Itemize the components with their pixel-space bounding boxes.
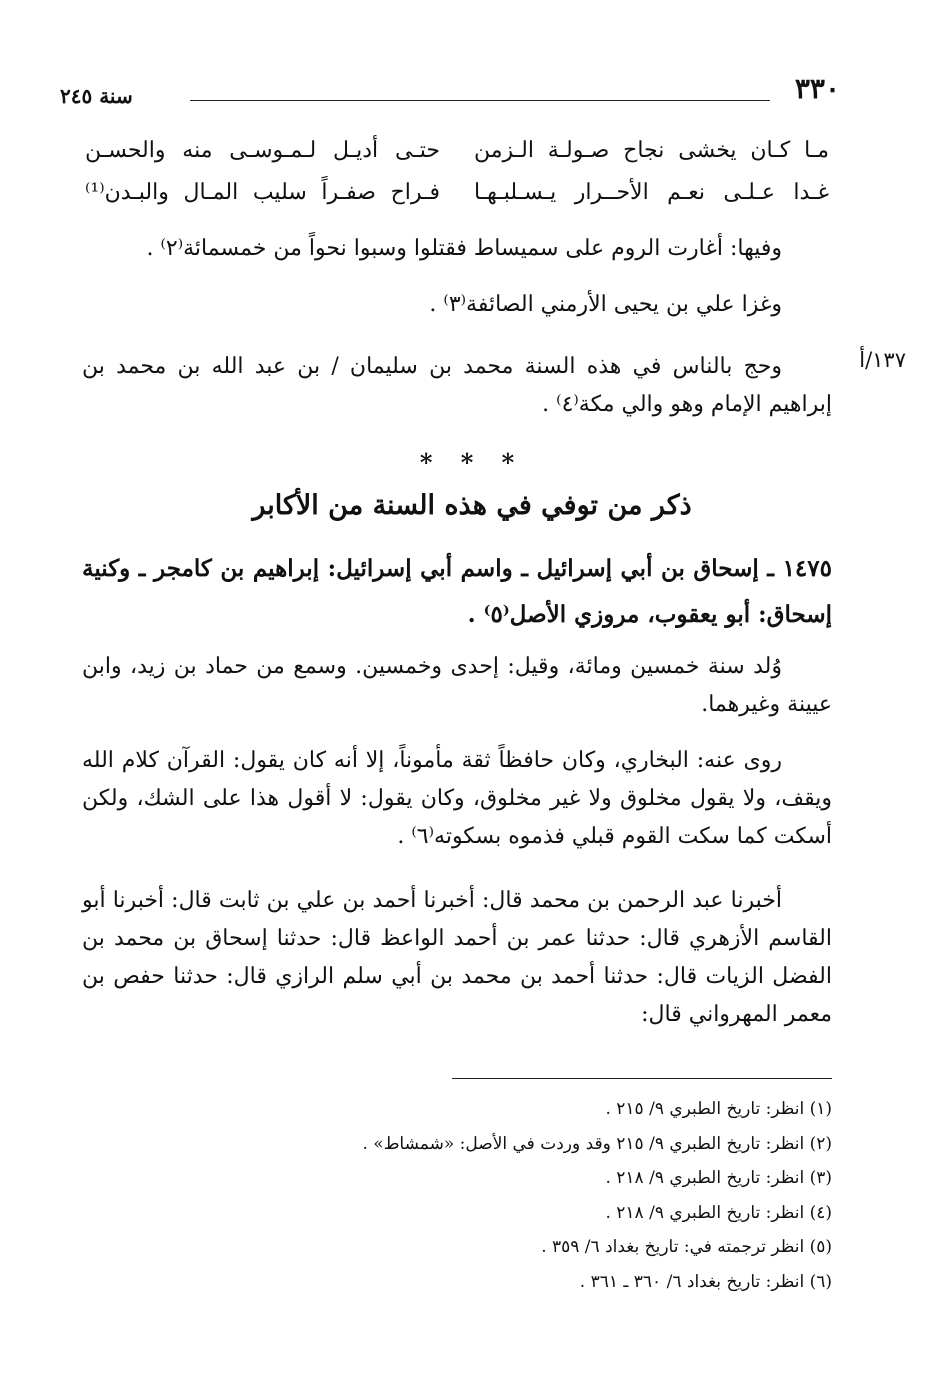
running-head-year: سنة ٢٤٥ bbox=[60, 84, 133, 108]
poem-verse-1-second-half: حتـى أديـل لـمـوسـى منه والحسـن bbox=[85, 138, 440, 163]
manuscript-folio-marker: ١٣٧/أ bbox=[859, 348, 906, 372]
poem-verse-2-second-half: فـراح صفـراً سليب المـال والبـدن⁽¹⁾ bbox=[85, 180, 440, 205]
event-summer-campaign: وغزا علي بن يحيى الأرمني الصائفة⁽٣⁾ . bbox=[429, 292, 782, 317]
footnote-2: (٢) انظر: تاريخ الطبري ٩/ ٢١٥ وقد وردت في الأصل: «شمشاط» . bbox=[362, 1133, 832, 1154]
footnote-4: (٤) انظر: تاريخ الطبري ٩/ ٢١٨ . bbox=[605, 1202, 832, 1223]
footnote-5: (٥) انظر ترجمته في: تاريخ بغداد ٦/ ٣٥٩ . bbox=[541, 1237, 832, 1257]
section-separator: * * * bbox=[419, 448, 525, 477]
footnote-3: (٣) انظر: تاريخ الطبري ٩/ ٢١٨ . bbox=[605, 1168, 832, 1188]
biography-paragraph-isnad: أخبرنا عبد الرحمن بن محمد قال: أخبرنا أحمد بن علي بن ثابت قال: أخبرنا أبو القاسم الأزهري قال: حدثنا عمر بن أحمد الواعظ قال: حدثنا إسحاق بن محمد بن الفضل الزيات قال: حدثنا أحمد بن محمد بن أبي سلم الرازي قال: حدثنا حفص بن معمر المهرواني قال: bbox=[82, 888, 832, 1027]
poem-verse-1-first-half: مـا كـان يخشى نجاح صـولـة الـزمن bbox=[474, 138, 829, 163]
section-title: ذكر من توفي في هذه السنة من الأكابر bbox=[252, 490, 692, 521]
header-rule bbox=[190, 100, 770, 101]
page-header bbox=[60, 72, 840, 112]
page-number: ٣٣٠ bbox=[794, 72, 840, 105]
event-raid-samosata: وفيها: أغارت الروم على سميساط فقتلوا وسبوا نحواً من خمسمائة⁽٢⁾ . bbox=[146, 236, 782, 261]
biography-heading: ١٤٧٥ ـ إسحاق بن أبي إسرائيل ـ واسم أبي إسرائيل: إبراهيم بن كامجر ـ وكنية إسحاق: أبو يعقوب، مروزي الأصل⁽٥⁾ . bbox=[82, 555, 832, 628]
footnote-1: (١) انظر: تاريخ الطبري ٩/ ٢١٥ . bbox=[605, 1099, 832, 1119]
footnote-6: (٦) انظر: تاريخ بغداد ٦/ ٣٦٠ ـ ٣٦١ . bbox=[579, 1271, 832, 1292]
poem-verse-2-first-half: غـدا عـلـى نعـم الأحــرار يـسـلبـهـا bbox=[474, 180, 829, 205]
footnote-rule bbox=[452, 1078, 832, 1079]
footnotes bbox=[112, 1092, 832, 1299]
biography-paragraph-birth: وُلد سنة خمسين ومائة، وقيل: إحدى وخمسين. وسمع من حماد بن زيد، وابن عيينة وغيرهما. bbox=[82, 654, 832, 717]
event-pilgrimage-leader: وحج بالناس في هذه السنة محمد بن سليمان / بن عبد الله بن محمد بن إبراهيم الإمام وهو والي مكة⁽٤⁾ . bbox=[82, 354, 832, 417]
biography-paragraph-narrators: روى عنه: البخاري، وكان حافظاً ثقة مأموناً، إلا أنه كان يقول: القرآن كلام الله ويقف، ولا يقول مخلوق ولا غير مخلوق، وكان يقول: لا أقول هذا على الشك، ولكن أسكت كما سكت القوم قبلي فذموه بسكوته⁽٦⁾ . bbox=[82, 748, 832, 849]
